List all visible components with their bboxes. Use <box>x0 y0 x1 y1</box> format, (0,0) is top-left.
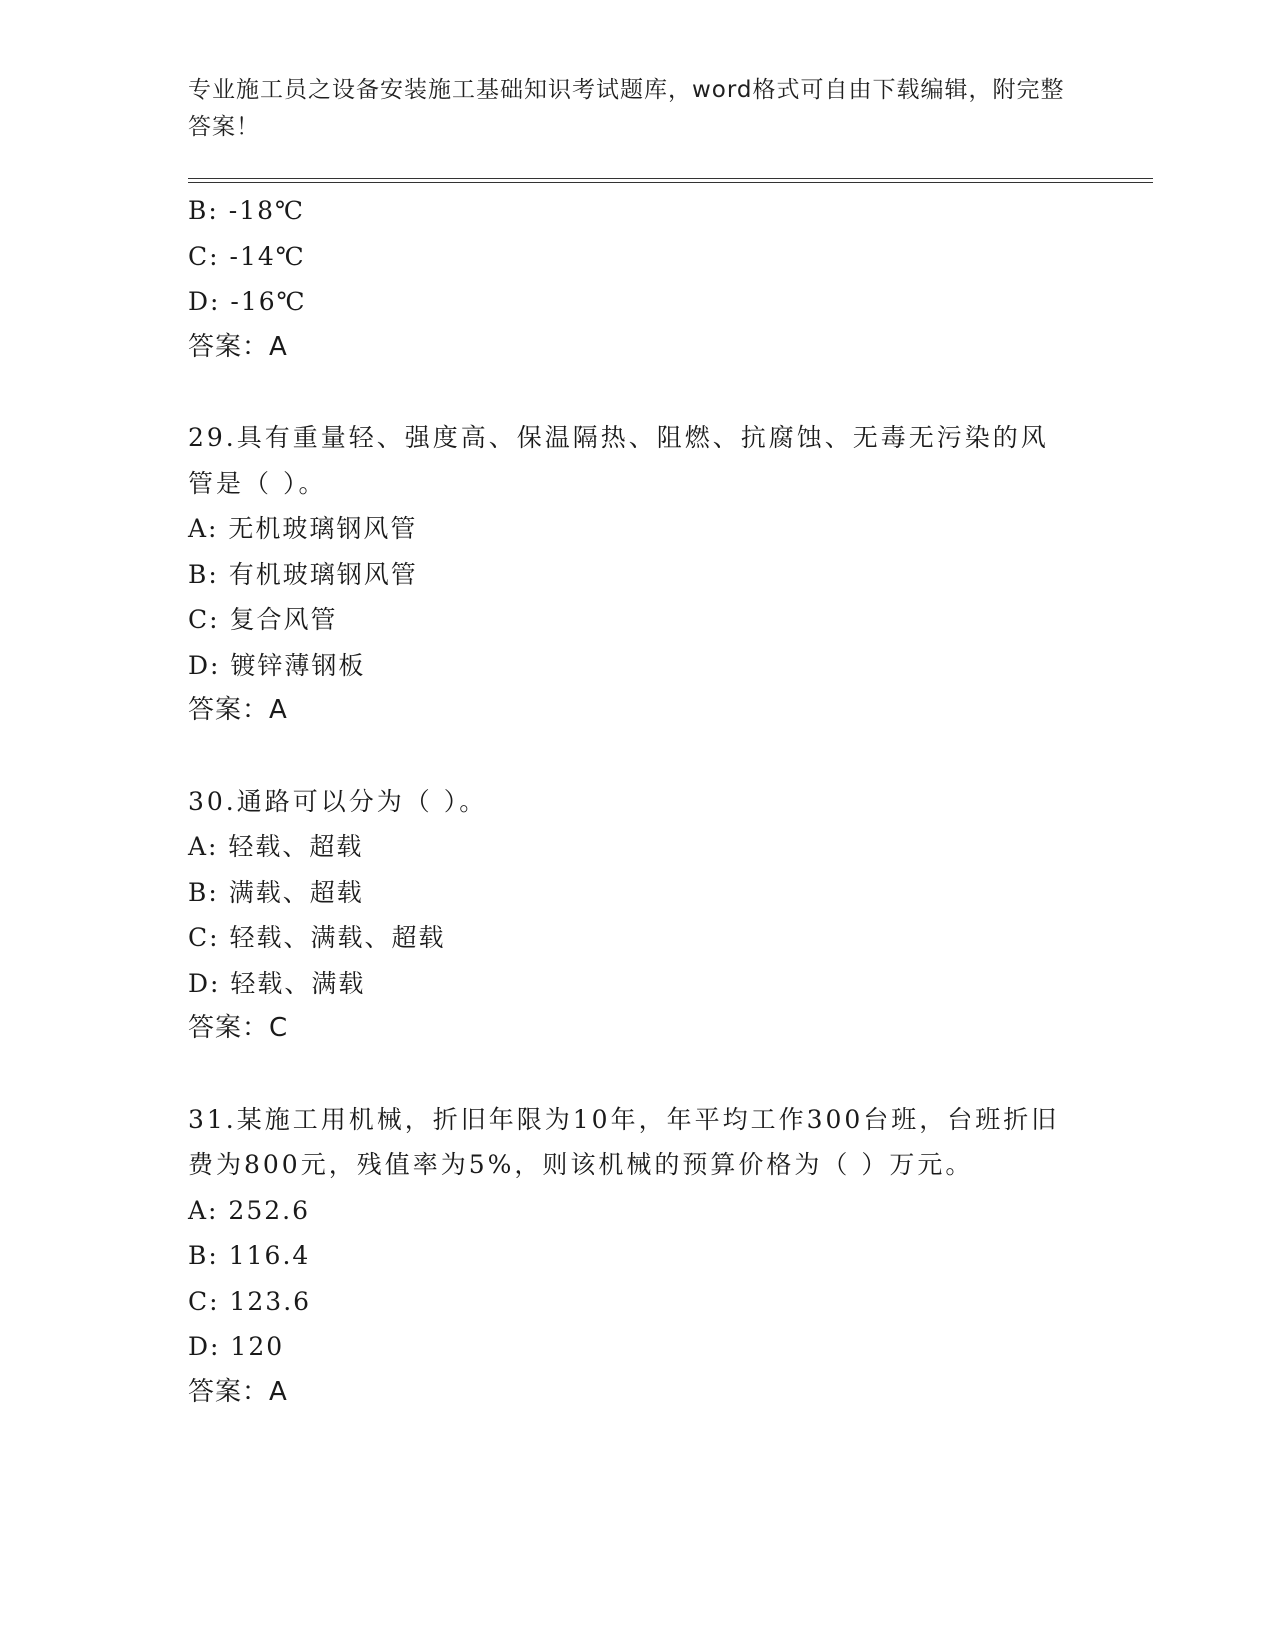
question-30 <box>188 779 1068 1052</box>
option-b: B: 116.4 <box>188 1241 311 1270</box>
option-b: B: 满载、超载 <box>188 877 364 907</box>
option-d: D: 轻载、满载 <box>188 968 366 998</box>
question-text: 30.通路可以分为（ ）。 <box>188 786 488 816</box>
option-d: D: 镀锌薄钢板 <box>188 650 366 680</box>
option-a: A: 252.6 <box>188 1195 310 1225</box>
continued-question <box>188 188 1068 370</box>
document-header: 专业施工员之设备安装施工基础知识考试题库，word格式可自由下载编辑，附完整答案！ <box>188 77 1065 140</box>
option-c: C: 轻载、满载、超载 <box>188 923 446 952</box>
question-content <box>188 188 1068 1415</box>
option-c: C: -14℃ <box>188 241 306 271</box>
header-divider <box>188 178 1153 183</box>
option-b: B: 有机玻璃钢风管 <box>188 559 418 589</box>
answer-line: 答案：A <box>188 1376 288 1407</box>
option-c: C: 123.6 <box>188 1286 312 1316</box>
answer-line: 答案：A <box>188 695 288 725</box>
option-a: A: 轻载、超载 <box>188 832 364 861</box>
answer-line: 答案：C <box>188 1013 289 1043</box>
option-a: A: 无机玻璃钢风管 <box>188 514 418 543</box>
answer-line: 答案：A <box>188 331 288 362</box>
option-b: B: -18℃ <box>188 196 305 225</box>
question-29 <box>188 415 1068 734</box>
option-d: D: -16℃ <box>188 287 307 316</box>
question-31 <box>188 1097 1068 1416</box>
question-text: 29.具有重量轻、强度高、保温隔热、阻燃、抗腐蚀、无毒无污染的风管是（ ）。 <box>188 423 1049 498</box>
option-c: C: 复合风管 <box>188 605 338 634</box>
question-text: 31.某施工用机械，折旧年限为10年，年平均工作300台班，台班折旧费为800元，残值率为5%，则该机械的预算价格为（ ）万元。 <box>188 1104 1060 1179</box>
option-d: D: 120 <box>188 1332 285 1361</box>
